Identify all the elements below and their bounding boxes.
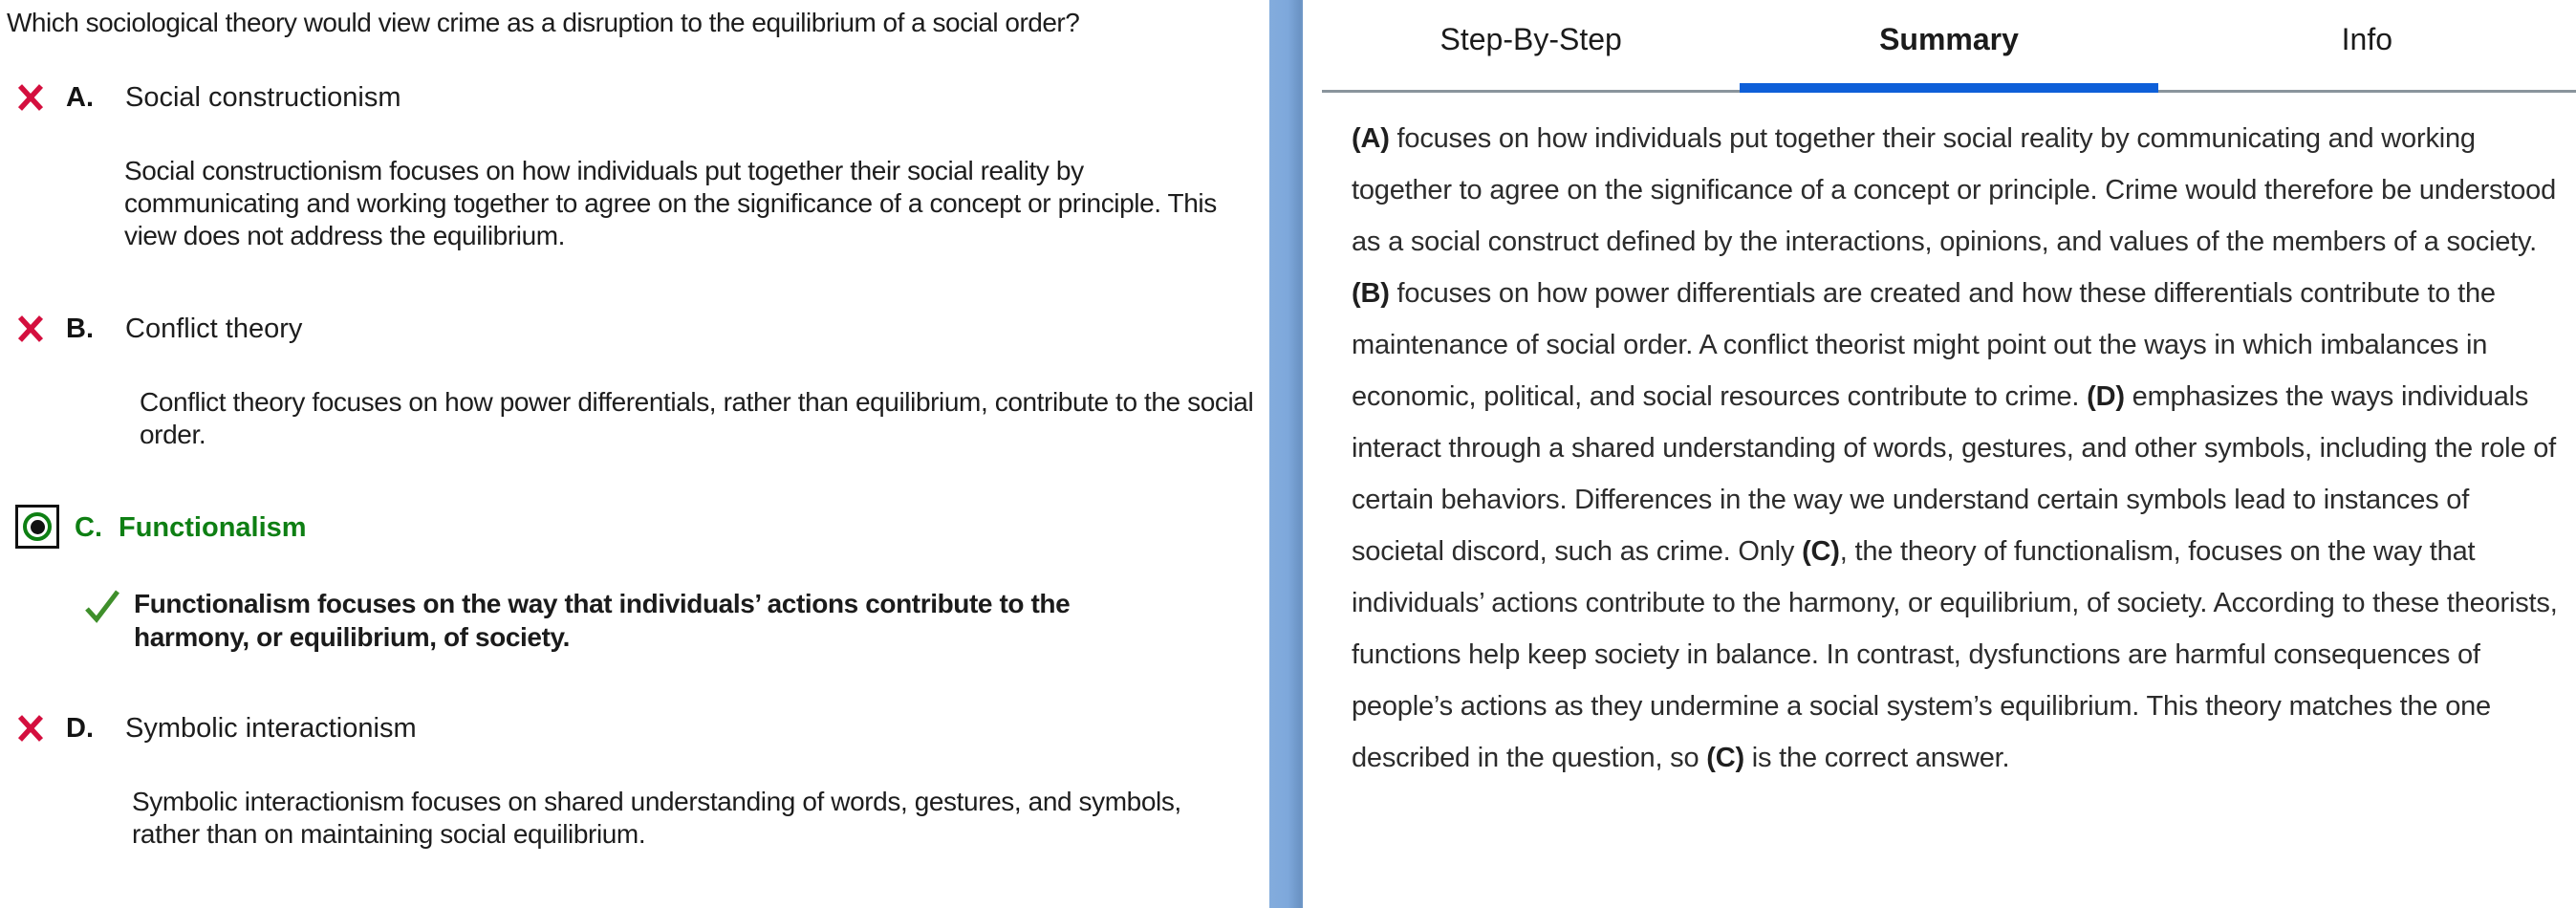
tab-info[interactable] [2158, 0, 2576, 90]
tab-info-label: Info [2341, 21, 2392, 56]
radio-dot [31, 520, 45, 534]
option-a-letter: A. [66, 82, 94, 113]
tab-summary[interactable] [1740, 0, 2157, 90]
question-text: Which sociological theory would view crime as a disruption to the equilibrium of a social order? [7, 8, 1080, 37]
correct-check-icon [84, 589, 120, 623]
option-b-letter: B. [66, 313, 94, 344]
option-d-explanation: Symbolic interactionism focuses on shared understanding of words, gestures, and symbols, rather than on maintaining social equilibrium. [132, 787, 1181, 849]
explanation-panel [1303, 0, 2576, 908]
option-c [0, 510, 1166, 654]
option-d-choice[interactable] [0, 711, 1183, 746]
option-d [0, 711, 1183, 851]
option-a-label: Social constructionism [125, 82, 401, 113]
tab-step-by-step-label: Step-By-Step [1440, 21, 1622, 56]
option-a [0, 80, 1257, 252]
summary-paragraph: (A) focuses on how individuals put together their social reality by communicating and working together to agree on the significance of a concept or principle. Crime would therefore be understood as a social construct defined by the interactions, opinions, and values of the members of a society. (B) focuses on how power differentials are created and how these differentials contribute to the maintenance of social order. A conflict theorist might point out the ways in which imbalances in economic, political, and social resources contribute to crime. (D) emphasizes the ways individuals interact through a shared understanding of words, gestures, and other symbols, including the role of certain behaviors. Differences in the way we understand certain symbols lead to instances of societal discord, such as crime. Only (C), the theory of functionalism, focuses on the way that individuals’ actions contribute to the harmony, or equilibrium, of society. According to these theorists, functions help keep society in balance. In contrast, dysfunctions are harmful consequences of people’s actions as they undermine a social system’s equilibrium. This theory matches the one described in the question, so (C) is the correct answer. [1352, 123, 2558, 773]
option-b-label: Conflict theory [125, 313, 303, 344]
option-c-letter: C. [75, 512, 102, 543]
option-b-explanation: Conflict theory focuses on how power differentials, rather than equilibrium, contribute to the social order. [140, 387, 1254, 449]
incorrect-x-icon [16, 313, 47, 344]
radio-ring [23, 512, 52, 541]
option-c-explanation-row [0, 587, 1166, 654]
explanation-tab-bar [1322, 0, 2576, 93]
option-c-choice[interactable] [0, 510, 1166, 549]
incorrect-x-icon [16, 713, 47, 744]
option-b [0, 312, 1277, 451]
option-d-letter: D. [66, 713, 94, 744]
option-a-choice[interactable] [0, 80, 1257, 115]
option-b-choice[interactable] [0, 312, 1277, 346]
tab-summary-label: Summary [1879, 21, 2019, 56]
tab-step-by-step[interactable] [1322, 0, 1740, 90]
option-c-explanation: Functionalism focuses on the way that individuals’ actions contribute to the harmony, or equilibrium, of society. [134, 589, 1071, 652]
panel-split-divider[interactable] [1269, 0, 1303, 908]
option-c-label: Functionalism [119, 512, 307, 543]
option-a-explanation: Social constructionism focuses on how individuals put together their social reality by communicating and working together to agree on the significance of a concept or principle. This view does not address the equilibrium. [124, 156, 1217, 250]
question-panel [0, 0, 1269, 908]
option-d-label: Symbolic interactionism [125, 713, 417, 744]
incorrect-x-icon [16, 82, 47, 113]
selected-radio-button[interactable] [15, 505, 59, 549]
